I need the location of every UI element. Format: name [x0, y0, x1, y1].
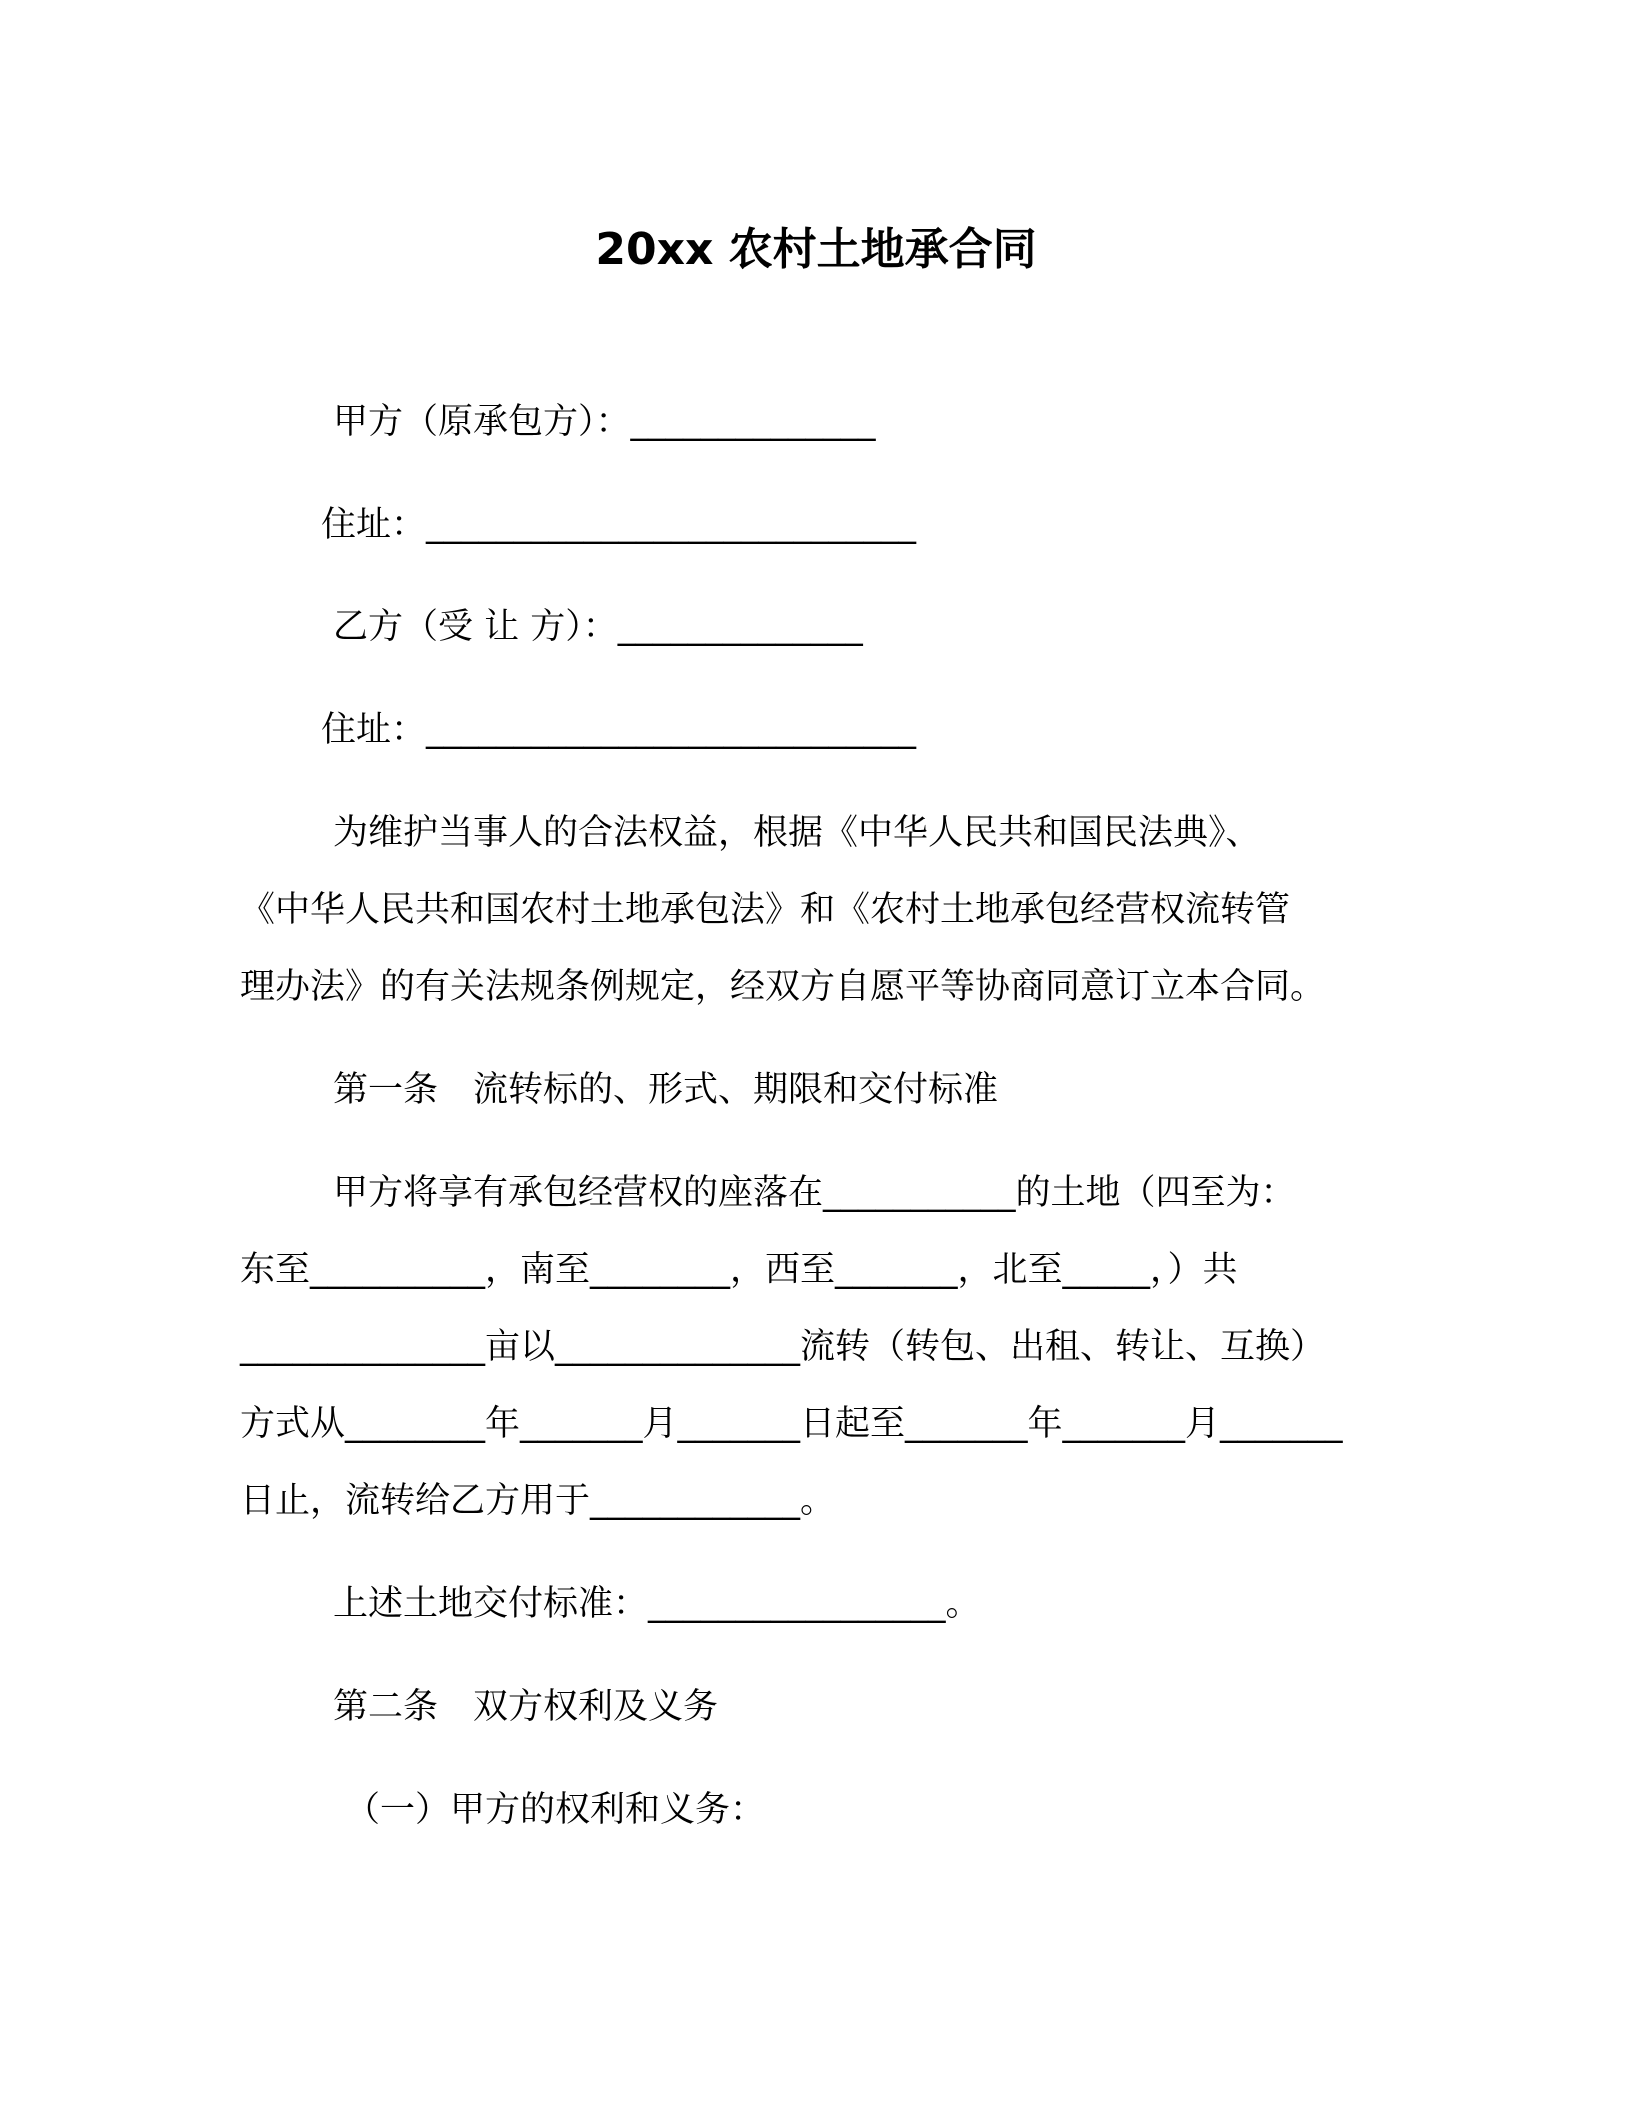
- party-a-line: 甲方（原承包方）：______________: [333, 402, 876, 442]
- article-1-line-4: 方式从________年_______月_______日起至_______年_______月_______: [240, 1404, 1343, 1444]
- article-1-heading: 第一条 流转标的、形式、期限和交付标准: [333, 1070, 999, 1110]
- article-1-line-3: ______________亩以______________流转（转包、出租、转让、互换）: [240, 1327, 1326, 1367]
- party-b-line: 乙方（受 让 方）：______________: [333, 607, 863, 647]
- address-b-line: 住址：____________________________: [321, 710, 917, 750]
- preamble-line-2: 《中华人民共和国农村土地承包法》和《农村土地承包经营权流转管: [240, 890, 1291, 930]
- address-a-line: 住址：____________________________: [321, 505, 917, 545]
- document-title: 20xx 农村土地承合同: [595, 224, 1037, 275]
- article-1-line-5: 日止，流转给乙方用于____________。: [240, 1481, 836, 1521]
- delivery-standard-line: 上述土地交付标准：_________________。: [333, 1584, 981, 1624]
- preamble-line-1: 为维护当事人的合法权益，根据《中华人民共和国民法典》、: [333, 813, 1261, 853]
- article-1-line-1: 甲方将享有承包经营权的座落在___________的土地（四至为：: [333, 1173, 1296, 1213]
- article-1-line-2: 东至__________，南至________，西至_______，北至_____，）共: [240, 1250, 1238, 1290]
- section-1-heading: （一）甲方的权利和义务：: [345, 1790, 766, 1830]
- preamble-line-3: 理办法》的有关法规条例规定，经双方自愿平等协商同意订立本合同。: [240, 967, 1326, 1007]
- article-2-heading: 第二条 双方权利及义务: [333, 1687, 719, 1727]
